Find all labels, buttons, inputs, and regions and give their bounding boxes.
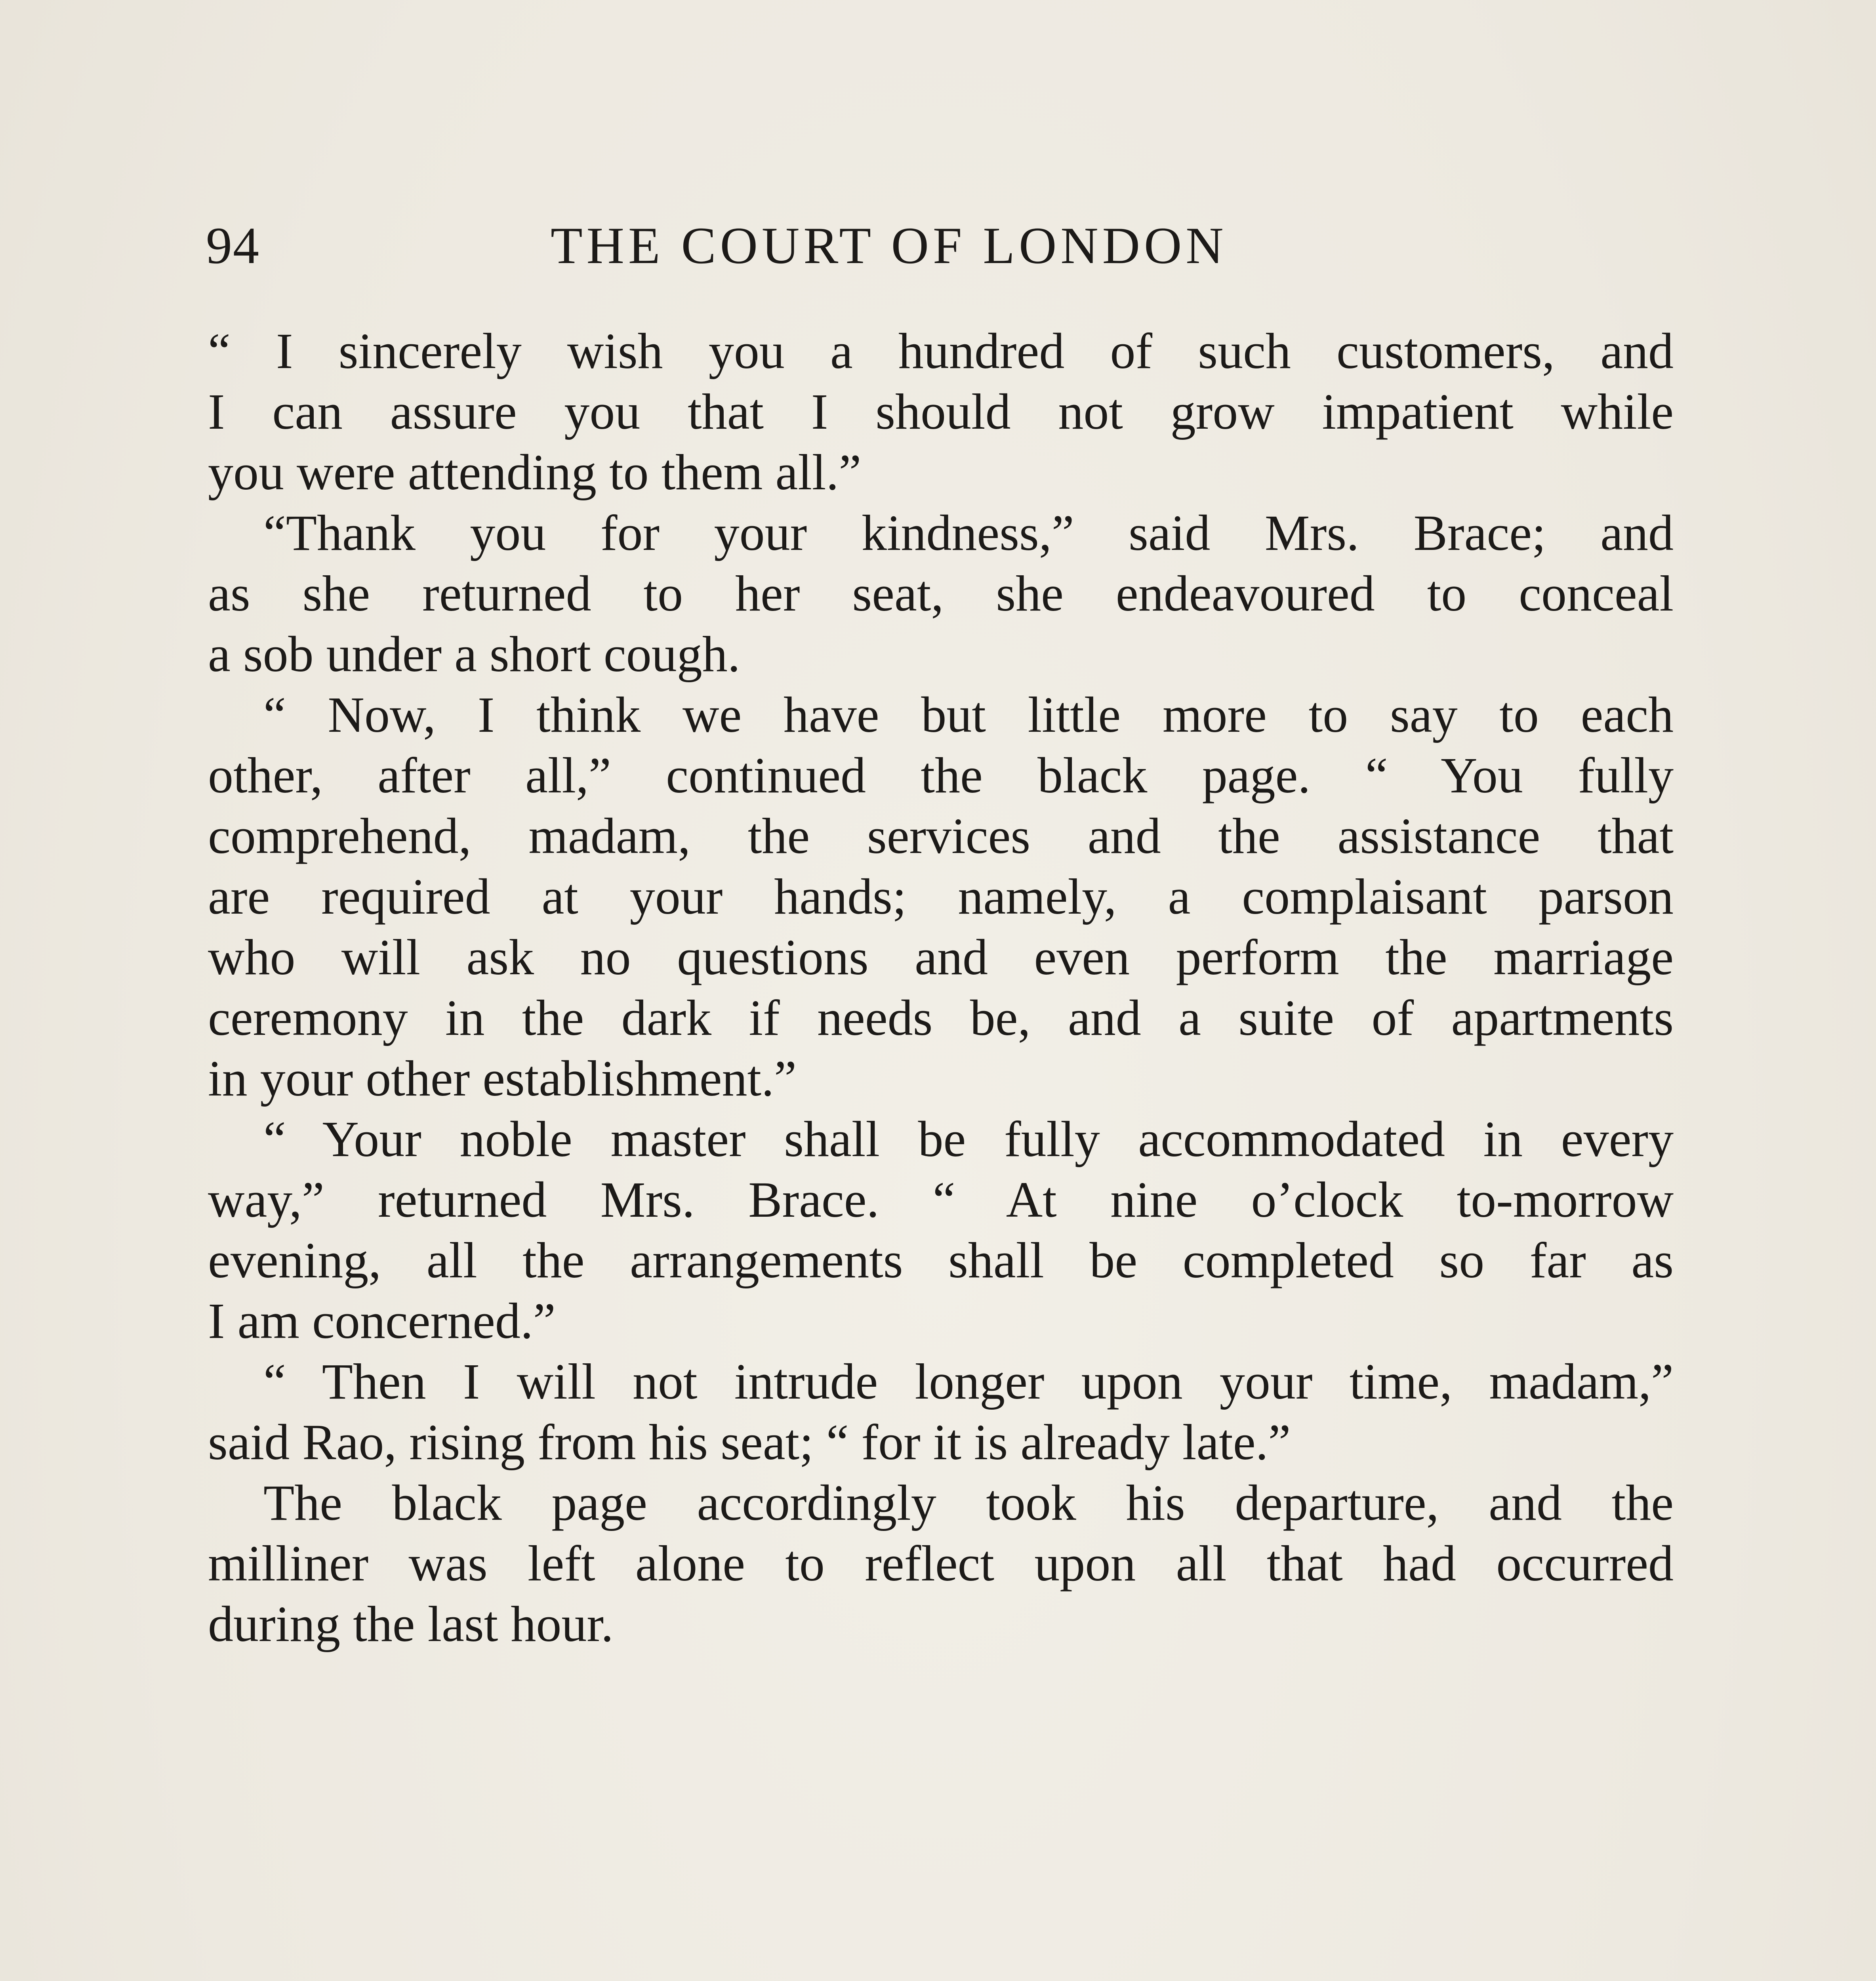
text-line: evening, all the arrangements shall be completed so far as — [208, 1232, 1674, 1288]
text-line: comprehend, madam, the services and the assistance that — [208, 808, 1674, 864]
text-line: a sob under a short cough. — [208, 626, 740, 682]
running-head — [206, 210, 1672, 281]
text-line: you were attending to them all.” — [208, 444, 862, 500]
text-line: other, after all,” continued the black page. “ You fully — [208, 747, 1674, 803]
text-line: milliner was left alone to reflect upon all that had occurred — [208, 1535, 1674, 1592]
text-line: “ Then I will not intrude longer upon your time, madam,” — [263, 1353, 1674, 1410]
text-line: I am concerned.” — [208, 1293, 556, 1349]
text-line: “ Your noble master shall be fully accommodated in every — [263, 1111, 1674, 1167]
text-line: who will ask no questions and even perform the marriage — [208, 929, 1674, 985]
text-line: during the last hour. — [208, 1596, 614, 1652]
text-line: “ I sincerely wish you a hundred of such customers, and — [208, 323, 1674, 379]
text-line: way,” returned Mrs. Brace. “ At nine o’clock to-morrow — [208, 1172, 1674, 1228]
text-line: “ Now, I think we have but little more to say to each — [263, 687, 1674, 743]
body-text — [208, 321, 1674, 1655]
running-title: THE COURT OF LONDON — [551, 216, 1228, 275]
text-line: in your other establishment.” — [208, 1050, 797, 1107]
text-line: are required at your hands; namely, a complaisant parson — [208, 868, 1674, 925]
text-line: I can assure you that I should not grow impatient while — [208, 384, 1674, 440]
text-line: ceremony in the dark if needs be, and a suite of apartments — [208, 990, 1674, 1046]
text-line: said Rao, rising from his seat; “ for it is already late.” — [208, 1414, 1291, 1470]
text-line: “Thank you for your kindness,” said Mrs. Brace; and — [263, 505, 1674, 561]
page-number: 94 — [206, 216, 260, 275]
text-line: as she returned to her seat, she endeavoured to conceal — [208, 565, 1674, 622]
text-line: The black page accordingly took his departure, and the — [263, 1475, 1674, 1531]
